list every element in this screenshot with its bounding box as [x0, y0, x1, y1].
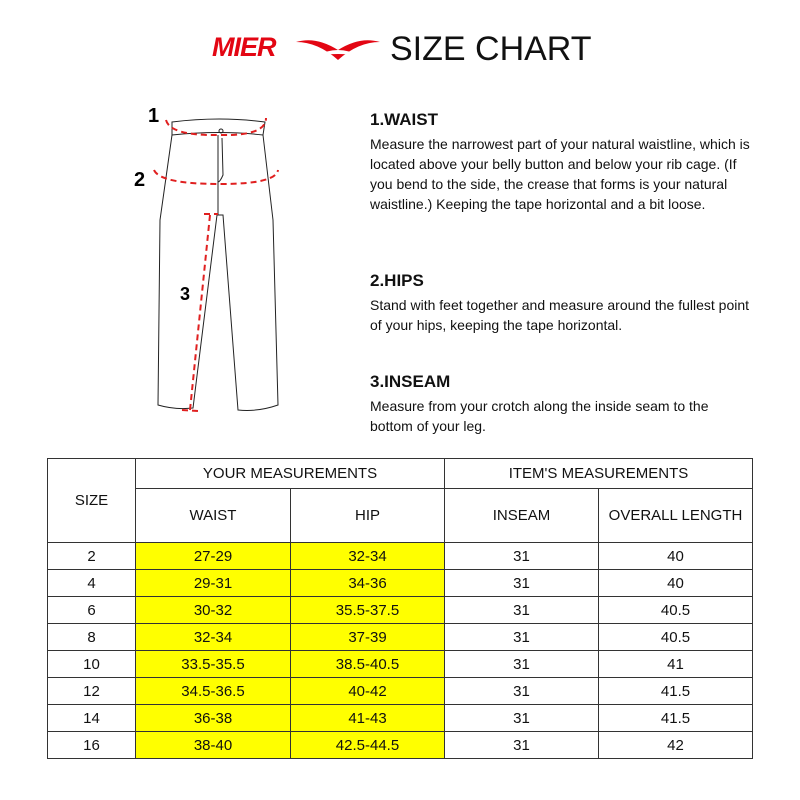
inseam-cell: 31 — [445, 597, 599, 624]
inseam-cell: 31 — [445, 570, 599, 597]
length-cell: 41.5 — [599, 705, 753, 732]
table-row — [48, 732, 753, 759]
table-row — [48, 570, 753, 597]
inseam-cell: 31 — [445, 705, 599, 732]
table-row — [48, 678, 753, 705]
length-cell: 40.5 — [599, 624, 753, 651]
hip-cell: 37-39 — [291, 624, 445, 651]
length-cell: 42 — [599, 732, 753, 759]
label-1: 1 — [148, 105, 160, 127]
hip-cell: 34-36 — [291, 570, 445, 597]
size-cell: 12 — [48, 678, 136, 705]
table-row — [48, 705, 753, 732]
waist-cell: 30-32 — [136, 597, 291, 624]
inseam-cell: 31 — [445, 678, 599, 705]
waist-col-header: WAIST — [136, 489, 291, 543]
label-3: 3 — [180, 284, 191, 304]
size-cell: 8 — [48, 624, 136, 651]
hip-col-header: HIP — [291, 489, 445, 543]
size-cell: 2 — [48, 543, 136, 570]
hip-cell: 41-43 — [291, 705, 445, 732]
waist-cell: 33.5-35.5 — [136, 651, 291, 678]
hips-text: Stand with feet together and measure around the fullest point of your hips, keeping the tape horizontal. — [370, 297, 750, 333]
length-cell: 40 — [599, 543, 753, 570]
waist-text: Measure the narrowest part of your natural waistline, which is located above your belly button and below your rib cage. (If you bend to the side, the crease that forms is your natural waistline.) Keeping the tape horizontal and a bit loose. — [370, 136, 750, 212]
length-cell: 40 — [599, 570, 753, 597]
hips-heading: 2.HIPS — [370, 271, 424, 290]
table-row — [48, 651, 753, 678]
inseam-cell: 31 — [445, 732, 599, 759]
table-row — [48, 543, 753, 570]
size-table — [47, 458, 753, 759]
table-row — [48, 597, 753, 624]
length-cell: 41.5 — [599, 678, 753, 705]
length-col-header: OVERALL LENGTH — [599, 489, 753, 543]
hip-cell: 35.5-37.5 — [291, 597, 445, 624]
table-row — [48, 624, 753, 651]
waist-section — [370, 110, 760, 214]
page-title: SIZE CHART — [390, 30, 592, 68]
waist-cell: 38-40 — [136, 732, 291, 759]
length-cell: 40.5 — [599, 597, 753, 624]
waist-heading: 1.WAIST — [370, 110, 439, 129]
waist-cell: 36-38 — [136, 705, 291, 732]
waist-cell: 27-29 — [136, 543, 291, 570]
hip-cell: 38.5-40.5 — [291, 651, 445, 678]
inseam-cell: 31 — [445, 624, 599, 651]
waist-cell: 34.5-36.5 — [136, 678, 291, 705]
brand-logo-text: MIER — [212, 32, 276, 62]
waist-cell: 29-31 — [136, 570, 291, 597]
length-cell: 41 — [599, 651, 753, 678]
your-measurements-header: YOUR MEASUREMENTS — [136, 459, 445, 489]
inseam-section — [370, 372, 740, 436]
hip-cell: 32-34 — [291, 543, 445, 570]
label-2: 2 — [134, 169, 146, 191]
size-header: SIZE — [48, 459, 136, 543]
item-measurements-header: ITEM'S MEASUREMENTS — [445, 459, 753, 489]
hip-cell: 40-42 — [291, 678, 445, 705]
inseam-text: Measure from your crotch along the inside seam to the bottom of your leg. — [370, 398, 709, 434]
size-cell: 16 — [48, 732, 136, 759]
size-cell: 6 — [48, 597, 136, 624]
inseam-cell: 31 — [445, 651, 599, 678]
inseam-heading: 3.INSEAM — [370, 372, 451, 391]
hips-section — [370, 271, 750, 335]
size-cell: 14 — [48, 705, 136, 732]
brand-wings-logo — [296, 36, 380, 64]
hip-cell: 42.5-44.5 — [291, 732, 445, 759]
inseam-cell: 31 — [445, 543, 599, 570]
waist-cell: 32-34 — [136, 624, 291, 651]
pants-diagram — [130, 100, 290, 420]
size-cell: 10 — [48, 651, 136, 678]
size-cell: 4 — [48, 570, 136, 597]
inseam-col-header: INSEAM — [445, 489, 599, 543]
